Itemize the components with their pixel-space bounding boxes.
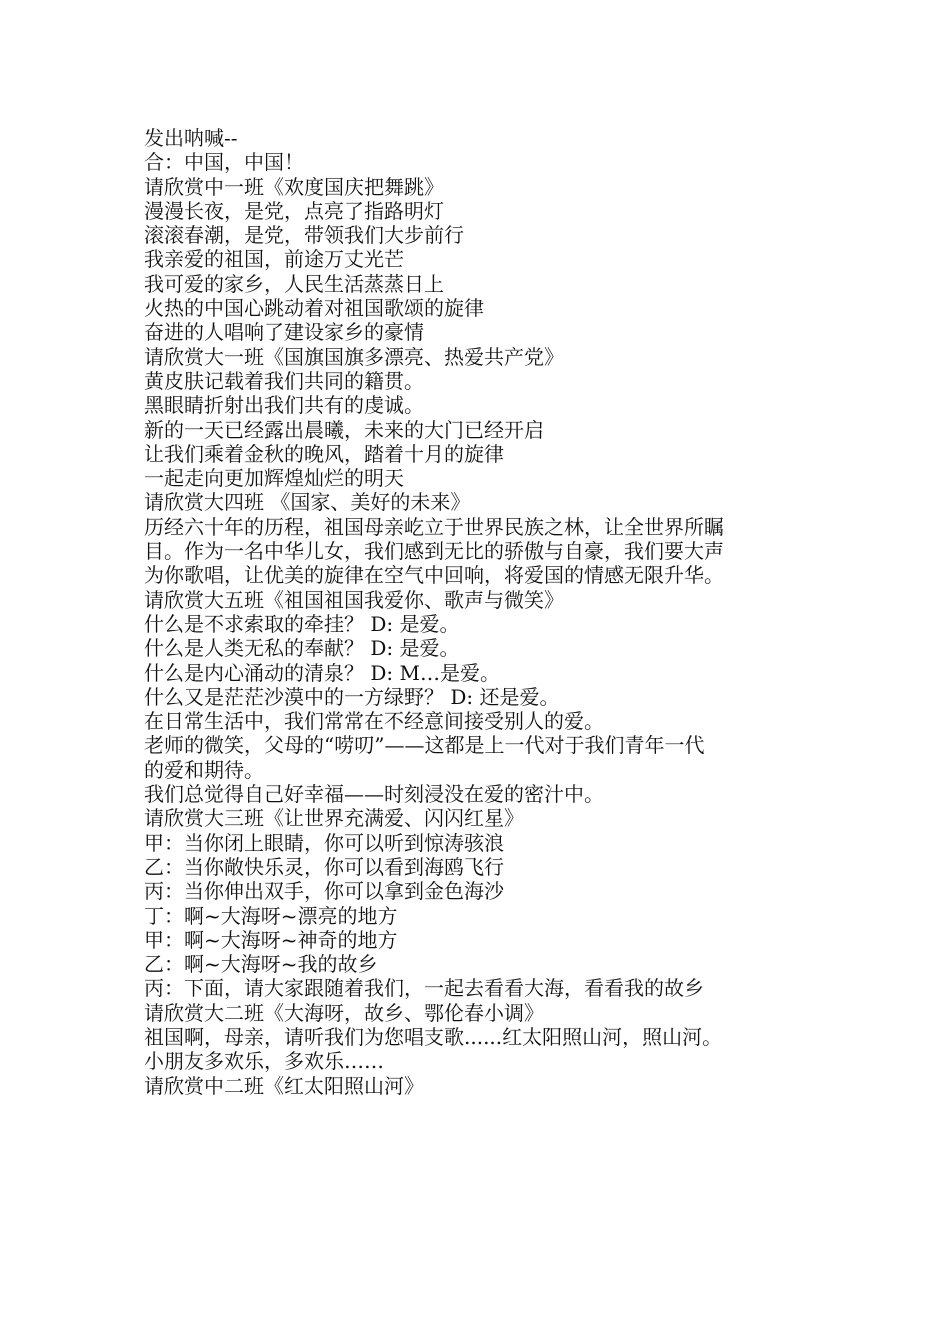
text-line: 合：中国，中国！: [144, 150, 304, 175]
text-line: 什么是不求索取的牵挂？ D: 是爱。: [144, 611, 460, 636]
text-line: 黑眼睛折射出我们共有的虔诚。: [144, 393, 424, 418]
text-line: 发出呐喊--: [144, 126, 238, 150]
text-line: 丙：当你伸出双手，你可以拿到金色海沙: [144, 879, 504, 904]
document-body: [144, 126, 814, 1098]
text-line: 小朋友多欢乐，多欢乐……: [144, 1049, 384, 1074]
text-line: 祖国啊，母亲，请听我们为您唱支歌......红太阳照山河，照山河。: [144, 1024, 723, 1049]
text-line: 黄皮肤记载着我们共同的籍贯。: [144, 368, 424, 393]
text-line: 我亲爱的祖国，前途万丈光芒: [144, 247, 404, 272]
text-line: 我可爱的家乡，人民生活蒸蒸日上: [144, 271, 444, 296]
text-line: 甲：啊~大海呀~神奇的地方: [144, 927, 398, 952]
text-line: 目。作为一名中华儿女，我们感到无比的骄傲与自豪，我们要大声: [144, 539, 724, 564]
text-line: 火热的中国心跳动着对祖国歌颂的旋律: [144, 296, 484, 321]
text-line: 乙：当你敞快乐灵，你可以看到海鸥飞行: [144, 854, 504, 879]
text-line: 请欣赏大四班 《国家、美好的未来》: [144, 490, 471, 515]
text-line: 一起走向更加辉煌灿烂的明天: [144, 466, 404, 491]
text-line: 请欣赏大二班《大海呀，故乡、鄂伦春小调》: [144, 1000, 544, 1025]
text-line: 让我们乘着金秋的晚风，踏着十月的旋律: [144, 441, 504, 466]
text-line: 请欣赏大三班《让世界充满爱、闪闪红星》: [144, 806, 524, 831]
text-line: 什么又是茫茫沙漠中的一方绿野？ D: 还是爱。: [144, 684, 560, 709]
text-line: 老师的微笑，父母的“唠叨”——这都是上一代对于我们青年一代: [144, 733, 705, 758]
text-line: 历经六十年的历程，祖国母亲屹立于世界民族之林，让全世界所瞩: [144, 514, 724, 539]
text-line: 我们总觉得自己好幸福——时刻浸没在爱的密汁中。: [144, 782, 604, 807]
text-line: 滚滚春潮，是党，带领我们大步前行: [144, 223, 464, 248]
text-line: 请欣赏大五班《祖国祖国我爱你、歌声与微笑》: [144, 587, 564, 612]
text-line: 什么是内心涌动的清泉？ D: M…是爱。: [144, 660, 500, 685]
text-line: 丁：啊~大海呀~漂亮的地方: [144, 903, 398, 928]
text-line: 奋进的人唱响了建设家乡的豪情: [144, 320, 424, 345]
text-line: 什么是人类无私的奉献？ D: 是爱。: [144, 636, 460, 661]
text-line: 漫漫长夜，是党，点亮了指路明灯: [144, 198, 444, 223]
text-line: 在日常生活中，我们常常在不经意间接受别人的爱。: [144, 709, 604, 734]
text-line: 丙：下面，请大家跟随着我们，一起去看看大海，看看我的故乡: [144, 976, 704, 1001]
text-line: 请欣赏中一班《欢度国庆把舞跳》: [144, 174, 444, 199]
text-line: 为你歌唱，让优美的旋律在空气中回响，将爱国的情感无限升华。: [144, 563, 724, 588]
text-line: 新的一天已经露出晨曦，未来的大门已经开启: [144, 417, 544, 442]
text-line: 甲：当你闭上眼睛，你可以听到惊涛骇浪: [144, 830, 504, 855]
text-line: 请欣赏大一班《国旗国旗多漂亮、热爱共产党》: [144, 344, 564, 369]
text-line: 的爱和期待。: [144, 757, 264, 782]
text-line: 请欣赏中二班《红太阳照山河》: [144, 1073, 424, 1098]
text-line: 乙：啊~大海呀~我的故乡: [144, 952, 378, 977]
